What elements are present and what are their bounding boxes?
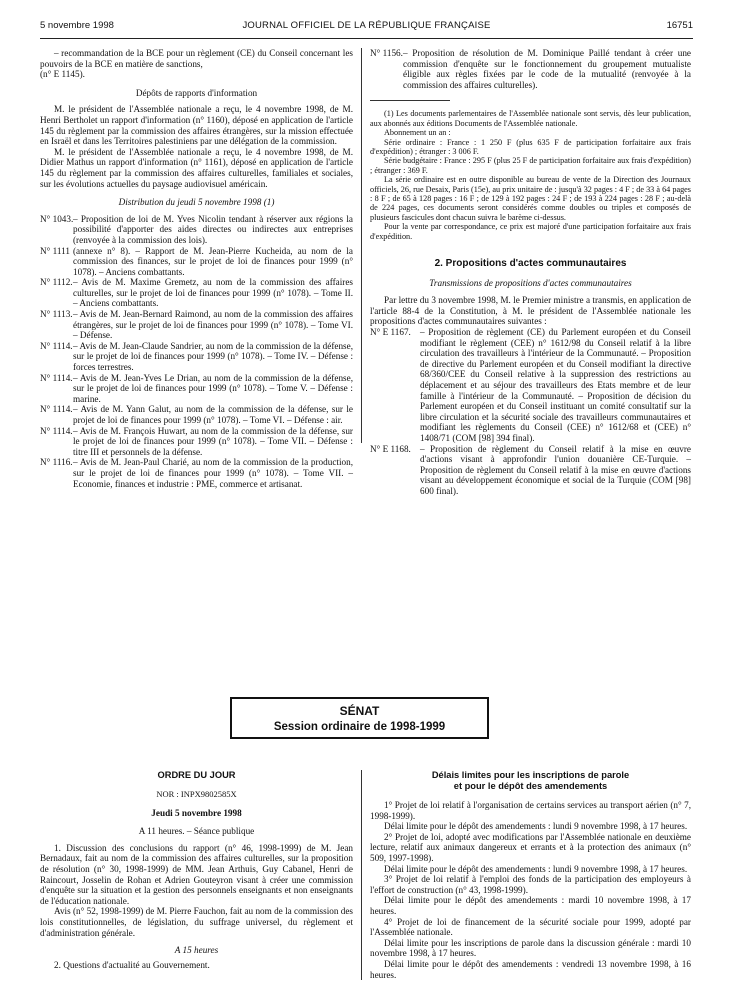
page-header [40,20,693,34]
footnote-para-1: (1) Les documents parlementaires de l'Assemblée nationale sont servis, dès leur publication, aux abonnés aux éditions Documents de l'Assemblée nationale. [370,109,691,128]
list-item [40,373,353,405]
transmissions-intro: Par lettre du 3 novembre 1998, M. le Premier ministre a transmis, en application de l'article 88-4 de la Constitution, à M. le président de l'Assemblée nationale les propositions d'actes communautaires suivantes : [370,295,691,327]
footnote-para-3: Série ordinaire : France : 1 250 F (plus 635 F de participation forfaitaire aux frais d'expédition) ; étranger : 3 006 F. [370,137,691,156]
senat-title: SÉNAT [339,704,380,718]
depots-title: Dépôts de rapports d'information [135,87,258,98]
item-text: – Proposition de résolution de M. Dominique Paillé tendant à créer une commission d'enquête sur le fonctionnement du groupement mutualiste éligible aux règles fixées par le code de la mutualité (renvoyée à la commission des affaires culturelles). [403,48,691,90]
item-number: N° E 1167. [370,327,411,338]
item-text: – Avis de M. Jean-Yves Le Drian, au nom de la commission de la défense, sur le projet de loi de finances pour 1999 (n° 1078). – Tome V. – Défense : marine. [73,372,353,404]
bill-4: 4° Projet de loi de financement de la sécurité sociale pour 1999, adopté par l'Assemblée nationale. [370,916,691,938]
section-title: 2. Propositions d'actes communautaires [434,258,627,270]
item-number: N° 1113. [40,309,73,320]
day-heading: Jeudi 5 novembre 1998 [151,807,242,818]
header-rule [40,38,693,39]
list-item [40,214,353,246]
bottom-right-column [370,770,691,980]
footnote [370,109,691,241]
delais-title [370,770,691,792]
agenda-item-1: 1. Discussion des conclusions du rapport (n° 46, 1998-1999) de M. Jean Bernadaux, fait au nom de la commission des affaires culturelles, sur la proposition de résolution (n° 30, 1998-1999) de MM. Jean Arthuis, Guy Cabanel, Henri de Raincourt, Josselin de Rohan et Adrien Gouteyron visant à créer une commission d'enquête sur la situation et la gestion des personnels enseignants et non enseignants de l'éducation nationale. [40,842,353,906]
list-item [40,246,353,278]
footnote-rule [370,100,450,101]
top-left-column [40,48,353,489]
delais-title-line-2: et pour le dépôt des amendements [453,781,608,791]
item-number: N° 1114. [40,404,73,415]
senat-heading-box [230,697,489,739]
item-text: – Avis de M. François Huwart, au nom de la commission de la défense, sur le projet de loi de finances pour 1999 (n° 1078). – Tome VII. – Défense : titre III et personnels de la défense. [73,425,353,457]
list-item [40,309,353,341]
bill-2-deadline: Délai limite pour le dépôt des amendements : lundi 9 novembre 1998, à 17 heures. [384,863,688,874]
list-item [370,48,691,90]
footnote-para-2: Abonnement un an : [384,128,451,138]
item-number: N° 1114. [40,372,73,383]
list-item [40,457,353,489]
item-number: N° 1116. [40,457,73,468]
agenda-item-2: 2. Questions d'actualité au Gouvernement. [54,959,210,970]
item-number: N° E 1168. [370,443,411,454]
top-right-column [370,48,691,497]
bill-4-deadline-speakers: Délai limite pour les inscriptions de parole dans la discussion générale : mardi 10 novembre 1998, à 17 heures. [370,937,691,959]
list-item [40,426,353,458]
session-time-2: A 15 heures [174,945,219,956]
nor-reference: NOR : INPX9802585X [156,789,237,799]
session-time-1: A 11 heures. – Séance publique [138,826,255,837]
list-item [40,404,353,425]
bill-3-deadline: Délai limite pour le dépôt des amendements : mardi 10 novembre 1998, à 17 heures. [370,895,691,916]
continuation-ref: (n° E 1145). [40,69,85,80]
item-number: N° 1112. [40,277,73,288]
item-number: N° 1111 [40,245,70,256]
distribution-title: Distribution du jeudi 5 novembre 1998 (1) [118,197,275,208]
list-item [40,277,353,309]
header-date: 5 novembre 1998 [40,20,114,31]
transmissions-title: Transmissions de propositions d'actes communautaires [429,277,632,288]
senat-session: Session ordinaire de 1998-1999 [273,721,446,733]
bill-1: 1° Projet de loi relatif à l'organisation de certains services au transport aérien (n° 7, 1998-1999). [370,800,691,821]
footnote-para-6: Pour la vente par correspondance, ce prix est majoré d'une participation forfaitaire aux frais d'expédition. [370,222,691,241]
list-item [370,327,691,444]
bill-4-deadline-amendments: Délai limite pour le dépôt des amendements : vendredi 13 novembre 1998, à 16 heures. [370,958,691,980]
header-page-number: 16751 [666,20,693,31]
item-text: – Avis de M. Jean-Bernard Raimond, au nom de la commission des affaires étrangères, sur le projet de loi de finances pour 1999 (n° 1078). – Tome VI. – Défense. [73,309,353,341]
list-item [370,444,691,497]
item-text: – Avis de M. Maxime Gremetz, au nom de la commission des affaires culturelles, sur le projet de loi de finances pour 1999 (n° 1078). – Tome II. – Anciens combattants. [73,277,353,309]
item-text: – Proposition de règlement du Conseil relatif à la mise en œuvre d'actions visant à approfondir l'union douanière CE-Turquie. – Proposition de règlement du Conseil relatif à la mise en œuvre d'actions visant au développement économique et social de la Turquie (COM [98] 600 final). [420,443,691,496]
bill-2: 2° Projet de loi, adopté avec modifications par l'Assemblée nationale en deuxième lecture, relatif aux animaux dangereux et errants et à la protection des animaux (n° 509, 1997-1998). [370,831,691,863]
depot-paragraph-1: M. le président de l'Assemblée nationale a reçu, le 4 novembre 1998, de M. Henri Bertholet un rapport d'information (n° 1160), déposé en application de l'article 145 du règlement par la commission des affaires étrangères, sur la mission effectuée en Israël et dans les Territoires palestiniens par une délégation de la commission. [40,104,353,147]
item-number: N° 1156. [370,48,403,58]
delais-title-line-1: Délais limites pour les inscriptions de parole [431,770,630,780]
bill-1-deadline: Délai limite pour le dépôt des amendements : lundi 9 novembre 1998, à 17 heures. [384,821,688,832]
item-number: N° 1114. [40,425,73,436]
item-text: – Proposition de règlement (CE) du Parlement européen et du Conseil modifiant le règlement (CEE) n° 1612/98 du Conseil relatif à la libre circulation des travailleurs à l'intérieur de la Communauté. – Proposition de directive du Parlement européen et du Conseil modifiant la directive 68/360/CEE du Conseil relative à la suppression des restrictions au déplacement et au séjour des travailleurs des Etats membre et de leur famille à l'intérieur de la Communauté. – Proposition de décision du Parlement européen et du Conseil instituant un comité consultatif sur la libre circulation et la sécurité sociale des travailleurs communautaires et modifiant les règlements du Conseil (CEE) n° 1612/68 et (CEE) n° 1408/71 (COM [98] 394 final). [420,327,691,443]
column-divider-bottom [361,770,362,980]
footnote-para-5: La série ordinaire est en outre disponible au bureau de vente de la Direction des Journaux officiels, 26, rue Desaix, Paris (15e), au prix unitaire de : jusqu'à 32 pages : 4 F ; de 33 à 64 pages : 8 F ; de 65 à 128 pages : 16 F ; de 129 à 192 pages : 24 F ; de 193 à 224 pages : 28 F ; au-delà de 224 pages, ces documents seront considérés comme doubles ou triples et composés de plusieurs fascicules dont chacun suivra le barème ci-dessus. [370,175,691,222]
item-number: N° 1114. [40,340,73,351]
footnote-para-4: Série budgétaire : France : 295 F (plus 25 F de participation forfaitaire aux frais d'expédition) ; étranger : 369 F. [370,156,691,175]
column-divider-top [361,48,362,443]
item-text: (annexe n° 8). – Rapport de M. Jean-Pierre Kucheida, au nom de la commission des finances, sur le projet de loi de finances pour 1999 (n° 1078). – Anciens combattants. [73,245,353,277]
item-number: N° 1043. [40,213,74,224]
bottom-left-column [40,770,353,970]
list-item [40,341,353,373]
ordre-du-jour-title: ORDRE DU JOUR [157,770,236,780]
bill-3: 3° Projet de loi relatif à l'emploi des fonds de la participation des employeurs à l'effort de construction (n° 43, 1998-1999). [370,874,691,895]
item-text: – Proposition de loi de M. Yves Nicolin tendant à réserver aux régions la possibilité d'apporter des aides directes ou indirectes aux entreprises (renvoyée à la commission des lois). [73,213,353,245]
agenda-avis: Avis (n° 52, 1998-1999) de M. Pierre Fauchon, fait au nom de la commission des lois constitutionnelles, de législation, du suffrage universel, du règlement et d'administration générale. [40,906,353,938]
item-text: – Avis de M. Jean-Paul Charié, au nom de la commission de la production, sur le projet de loi de finances pour 1999 (n° 1078). – Tome VII. – Economie, finances et industrie : PME, commerce et artisanat. [73,457,353,489]
item-text: – Avis de M. Jean-Claude Sandrier, au nom de la commission de la défense, sur le projet de loi de finances pour 1999 (n° 1078). – Tome IV. – Défense : forces terrestres. [73,340,353,373]
depot-paragraph-2: M. le président de l'Assemblée nationale a reçu, le 4 novembre 1998, de M. Didier Mathus un rapport d'information (n° 1161), déposé en application de l'article 145 du règlement par la commission des affaires culturelles, familiales et sociales, sur les évolutions actuelles du paysage audiovisuel américain. [40,146,353,189]
item-text: – Avis de M. Yann Galut, au nom de la commission de la défense, sur le projet de loi de finances pour 1999 (n° 1078). – Tome VI. – Défense : air. [73,404,353,425]
header-journal-title: JOURNAL OFFICIEL DE LA RÉPUBLIQUE FRANÇAISE [242,20,491,31]
continuation-line: – recommandation de la BCE pour un règlement (CE) du Conseil concernant les pouvoirs de la BCE en matière de sanctions, [40,48,353,69]
